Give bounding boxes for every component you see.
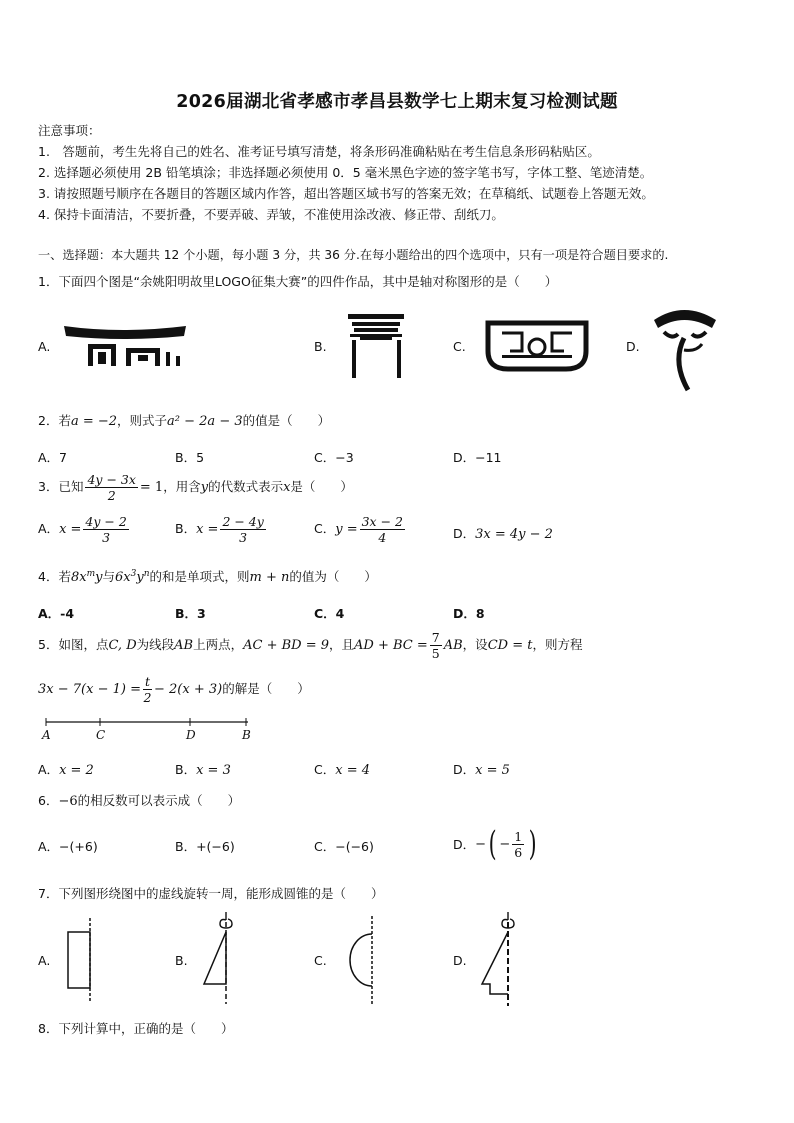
q3-mid2: 的代数式表示 [208, 479, 284, 494]
logo-b-figure [346, 310, 408, 380]
numerator: 2 − 4y [222, 514, 264, 529]
point-c-label: C [96, 728, 106, 742]
q2-condition: a = −2 [70, 414, 118, 429]
q6-value: −6 [58, 794, 78, 809]
q4-mid: 与 [102, 569, 115, 584]
option-b [175, 760, 231, 778]
point-d-label: D [186, 728, 196, 742]
segment-diagram [40, 716, 260, 742]
denominator: 4 [378, 530, 387, 545]
option-a: A．-4 [38, 606, 75, 621]
question-3 [38, 472, 353, 503]
figure-b-triangle [198, 908, 242, 1006]
option-label: A. [38, 953, 51, 968]
q4-expression: m + n [249, 570, 290, 585]
notice-heading: 注意事项： [38, 123, 101, 138]
q4-term2-exp: 3 [130, 568, 137, 579]
option-expression: x = 5 [475, 763, 510, 778]
question-4 [38, 567, 377, 585]
option-label: D． [453, 526, 476, 541]
q3-var-x: x [283, 480, 291, 495]
notice-item: 4. 保持卡面清洁，不要折叠，不要弄破、弄皱，不准使用涂改液、修正带、刮纸刀。 [38, 207, 504, 222]
option-a [38, 760, 94, 778]
q3-denominator: 2 [107, 488, 116, 503]
figure-d-shape [476, 908, 522, 1008]
point-b-label: B [242, 728, 251, 742]
option-label: C． [314, 762, 336, 777]
option-label: B． [175, 521, 197, 536]
notice-item: 1. 答题前，考生先将自己的姓名、准考证号填写清楚，将条形码准确粘贴在考生信息条形码粘贴区。 [38, 144, 600, 159]
question-8: 8．下列计算中，正确的是（ ） [38, 1021, 234, 1036]
q5-eq3: CD = t [487, 638, 533, 653]
denominator: 2 [143, 690, 152, 705]
question-5 [38, 630, 582, 661]
option-b: B．+(−6) [175, 839, 235, 854]
q4-term1: 8x [70, 570, 87, 585]
numerator: 4y − 2 [85, 514, 127, 529]
notice-item: 3. 请按照题号顺序在各题目的答题区域内作答，超出答题区域书写的答案无效；在草稿纸、试题卷上答题无效。 [38, 186, 654, 201]
numerator: 1 [514, 828, 523, 844]
q3-numerator: 4y − 3x [87, 472, 136, 487]
q5-mid4: ，设 [462, 637, 488, 652]
q3-equals: = 1 [139, 480, 164, 495]
question-2 [38, 411, 330, 429]
q4-mid2: 的和是单项式，则 [149, 569, 250, 584]
q4-suffix: 的值为（ ） [289, 569, 377, 584]
option-fraction [360, 514, 405, 545]
q5-prefix: 5．如图，点 [38, 637, 109, 652]
q5-mid2: 上两点， [193, 637, 244, 652]
option-expression: x = 3 [196, 763, 231, 778]
q6-suffix: 的相反数可以表示成（ ） [77, 793, 241, 808]
q2-mid: ，则式子 [117, 413, 168, 428]
page-title: 2026届湖北省孝感市孝昌县数学七上期末复习检测试题 [176, 92, 618, 112]
option-label: B. [175, 953, 188, 968]
option-label: D． [453, 837, 476, 852]
option-fraction [83, 514, 128, 545]
question-1: 1．下面四个图是“余姚阳明故里LOGO征集大赛”的四件作品，其中是轴对称图形的是（ ） [38, 274, 558, 289]
option-lhs: x = [196, 522, 219, 537]
option-label: B. [314, 339, 327, 354]
numerator: 3x − 2 [361, 514, 403, 529]
numerator: 7 [431, 630, 440, 645]
option-fraction [512, 829, 524, 860]
q5-fraction [430, 630, 442, 661]
option-expression: x = 4 [335, 763, 370, 778]
q3-suffix: 是（ ） [290, 479, 353, 494]
denominator: 5 [431, 646, 440, 661]
denominator: 3 [102, 530, 111, 545]
option-c [314, 514, 407, 545]
point-a-label: A [42, 728, 51, 742]
option-b: B．3 [175, 606, 206, 621]
option-label: B． [175, 762, 197, 777]
q4-term2-y: y [136, 570, 144, 585]
figure-c-semicircle [338, 914, 384, 1006]
q5-eq-lhs: 3x − 7(x − 1) = [38, 682, 141, 697]
option-b [175, 514, 268, 545]
q5-eq-fraction [143, 674, 152, 705]
q4-term1-y: y [95, 570, 103, 585]
numerator: t [144, 674, 150, 689]
option-expression: x = 2 [59, 763, 94, 778]
option-lhs: x = [59, 522, 82, 537]
section-heading: 一、选择题：本大题共 12 个小题，每小题 3 分，共 36 分.在每小题给出的四个选项中，只有一项是符合题目要求的. [38, 248, 669, 262]
option-lhs: y = [335, 522, 358, 537]
option-a: A．7 [38, 450, 68, 465]
option-label: A. [38, 339, 51, 354]
q5-eq-suffix: 的解是（ ） [222, 681, 310, 696]
q5-eq-rhs: − 2(x + 3) [154, 682, 223, 697]
q5-eq1: AC + BD = 9 [243, 638, 330, 653]
option-c: C．−(−6) [314, 839, 374, 854]
logo-a-figure [62, 322, 192, 370]
q2-expression: a² − 2a − 3 [167, 414, 243, 429]
q5-segment: AB [174, 638, 194, 653]
option-c [314, 760, 370, 778]
q4-prefix: 4．若 [38, 569, 71, 584]
option-label: C． [314, 521, 336, 536]
option-c: C．4 [314, 606, 345, 621]
q5-mid: 为线段 [136, 637, 175, 652]
option-label: D. [453, 953, 467, 968]
q5-suffix: ，则方程 [532, 637, 583, 652]
q3-var-y: y [200, 480, 209, 495]
question-7: 7．下列图形绕图中的虚线旋转一周，能形成圆锥的是（ ） [38, 886, 384, 901]
option-label: C. [314, 953, 327, 968]
q2-prefix: 2．若 [38, 413, 71, 428]
q3-mid: ，用含 [163, 479, 201, 494]
q5-eq2-ab: AB [443, 638, 463, 653]
option-d: D．8 [453, 606, 485, 621]
logo-d-figure [650, 298, 720, 394]
option-c: C．−3 [314, 450, 354, 465]
option-b: B．5 [175, 450, 205, 465]
question-6 [38, 791, 240, 809]
option-label: D. [626, 339, 640, 354]
q4-term2-exp2: n [143, 568, 150, 579]
option-a [38, 514, 131, 545]
denominator: 3 [239, 530, 248, 545]
q5-points: C, D [108, 638, 137, 653]
logo-c-figure [482, 317, 592, 375]
option-label: A． [38, 762, 60, 777]
q3-fraction [85, 472, 137, 503]
q4-term2: 6x [114, 570, 131, 585]
option-fraction [220, 514, 265, 545]
option-a: A．−(+6) [38, 839, 98, 854]
q3-prefix: 3．已知 [38, 479, 84, 494]
notice-item: 2. 选择题必须使用 2B 铅笔填涂；非选择题必须使用 0．5 毫米黑色字迹的签字笔书写，字体工整、笔迹清楚。 [38, 165, 653, 180]
option-d: D．−( − $\frac{1}{6}$ ) [453, 824, 537, 864]
figure-a-rectangle [62, 916, 102, 1004]
q6-prefix: 6． [38, 793, 59, 808]
option-d [453, 524, 553, 542]
q4-term1-exp: m [86, 568, 96, 579]
q2-suffix: 的值是（ ） [242, 413, 331, 428]
option-d [453, 760, 510, 778]
option-label: A． [38, 521, 60, 536]
option-expression: 3x = 4y − 2 [475, 527, 553, 542]
question-5-equation [38, 674, 310, 705]
option-label: D． [453, 762, 476, 777]
denominator: 6 [514, 844, 523, 860]
q5-eq2: AD + BC = [354, 638, 428, 653]
q5-mid3: ，且 [329, 637, 355, 652]
option-d: D．−11 [453, 450, 502, 465]
option-label: C. [453, 339, 466, 354]
